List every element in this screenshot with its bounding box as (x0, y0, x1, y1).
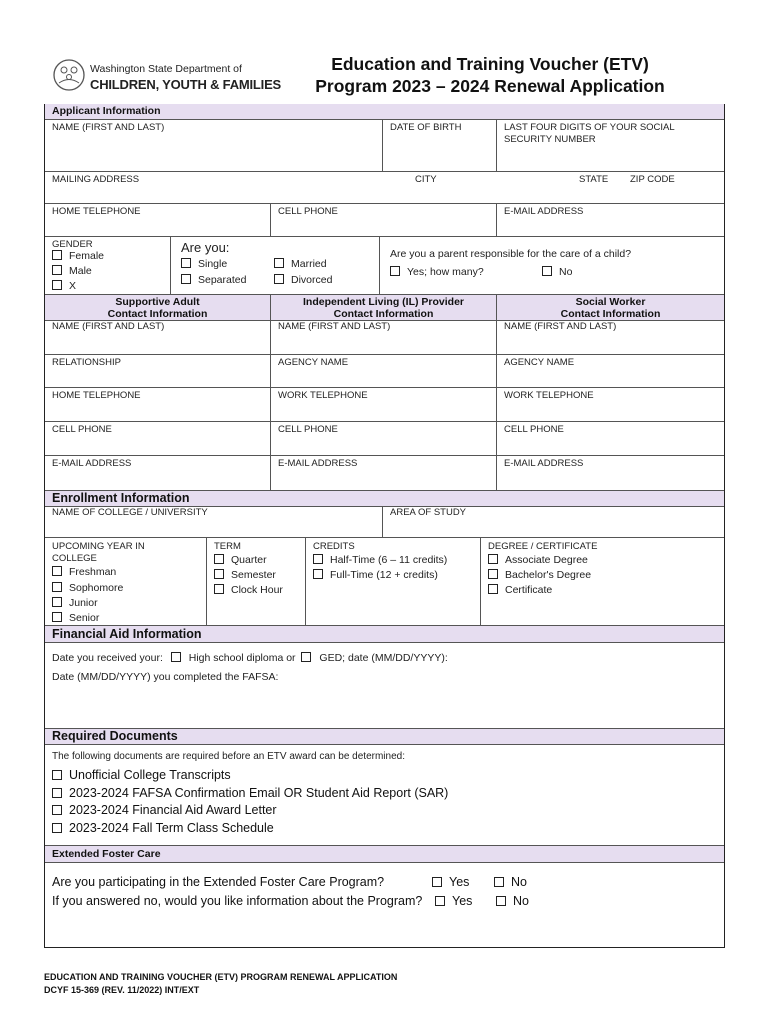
document-item-label: 2023-2024 Financial Aid Award Letter (69, 803, 277, 817)
term-option-quarter[interactable] (214, 554, 267, 566)
supportive-adult-relationship-field[interactable] (45, 355, 271, 388)
degree-option-bachelors[interactable] (488, 569, 591, 581)
checkbox-icon[interactable] (52, 612, 62, 622)
ssn-label-line-2: SECURITY NUMBER (504, 134, 596, 145)
year-option-junior[interactable] (52, 597, 98, 609)
parent-no-label: No (559, 266, 573, 278)
checkbox-icon[interactable] (52, 788, 62, 798)
mailing-address-row[interactable] (45, 172, 724, 204)
zip-code-label: ZIP CODE (630, 174, 675, 185)
social-worker-name-field[interactable] (497, 321, 724, 355)
checkbox-icon[interactable] (432, 877, 442, 887)
status-option-separated[interactable] (181, 274, 246, 286)
degree-option-label: Associate Degree (505, 554, 588, 566)
status-option-married[interactable] (274, 258, 327, 270)
checkbox-icon[interactable] (313, 569, 323, 579)
checkbox-icon[interactable] (214, 584, 224, 594)
degree-group (481, 538, 724, 625)
gender-option-label: Female (69, 250, 105, 262)
parent-question-label: Are you a parent responsible for the care of a child? (390, 248, 632, 260)
section-required-documents: Required Documents (45, 728, 724, 745)
year-option-label: Senior (69, 612, 100, 624)
gender-option-label: X (69, 280, 77, 292)
checkbox-icon[interactable] (52, 823, 62, 833)
foster-q1-no-option[interactable] (494, 875, 527, 889)
il-provider-name-field[interactable] (271, 321, 497, 355)
checkbox-icon[interactable] (301, 652, 311, 662)
credits-group (306, 538, 481, 625)
form-title-line-2: Program 2023 – 2024 Renewal Application (315, 76, 665, 96)
ssn-last-four-field[interactable] (497, 120, 724, 172)
are-you-label: Are you: (181, 240, 230, 255)
checkbox-icon[interactable] (274, 274, 284, 284)
checkbox-icon[interactable] (181, 274, 191, 284)
marital-status-group (171, 237, 380, 295)
social-worker-subtitle: Contact Information (560, 308, 661, 320)
checkbox-icon[interactable] (488, 569, 498, 579)
cell-phone-label: CELL PHONE (52, 424, 112, 435)
degree-option-associate[interactable] (488, 554, 588, 566)
agency-name-label: AGENCY NAME (504, 357, 575, 368)
relationship-label: RELATIONSHIP (52, 357, 121, 368)
term-option-clock-hour[interactable] (214, 584, 283, 596)
checkbox-icon[interactable] (390, 266, 400, 276)
degree-label: DEGREE / CERTIFICATE (488, 541, 598, 552)
supportive-adult-title: Supportive Adult (115, 296, 200, 308)
il-provider-subtitle: Contact Information (333, 308, 434, 320)
credits-option-label: Half-Time (6 – 11 credits) (330, 554, 448, 566)
checkbox-icon[interactable] (181, 258, 191, 268)
supportive-adult-name-field[interactable] (45, 321, 271, 355)
checkbox-icon[interactable] (52, 770, 62, 780)
ssn-label-line-1: LAST FOUR DIGITS OF YOUR SOCIAL (504, 122, 675, 133)
cell-phone-label: CELL PHONE (278, 206, 338, 217)
document-item-award-letter[interactable] (52, 803, 277, 817)
degree-option-label: Certificate (505, 584, 553, 596)
email-address-field[interactable] (497, 204, 724, 237)
form-title (300, 53, 680, 97)
credits-option-half-time[interactable] (313, 554, 447, 566)
social-worker-agency-field[interactable] (497, 355, 724, 388)
status-option-label: Single (198, 258, 228, 270)
checkbox-icon[interactable] (313, 554, 323, 564)
dcyf-emblem-icon (52, 58, 86, 92)
work-telephone-label: WORK TELEPHONE (504, 390, 594, 401)
gender-option-female[interactable] (52, 250, 104, 262)
work-telephone-label: WORK TELEPHONE (278, 390, 368, 401)
term-option-label: Clock Hour (231, 584, 283, 596)
checkbox-icon[interactable] (494, 877, 504, 887)
checkbox-icon[interactable] (496, 896, 506, 906)
applicant-name-label: NAME (FIRST AND LAST) (52, 122, 165, 133)
credits-option-full-time[interactable] (313, 569, 438, 581)
document-item-label: 2023-2024 FAFSA Confirmation Email OR Student Aid Report (SAR) (69, 786, 449, 800)
supportive-adult-subtitle: Contact Information (107, 308, 208, 320)
supportive-adult-email-field[interactable] (45, 456, 271, 490)
supportive-adult-home-phone-field[interactable] (45, 388, 271, 422)
parent-question-group (380, 237, 724, 295)
checkbox-icon[interactable] (214, 569, 224, 579)
parent-yes-label: Yes; how many? (407, 266, 484, 278)
home-telephone-label: HOME TELEPHONE (52, 390, 141, 401)
term-group (207, 538, 306, 625)
ssn-label (504, 122, 675, 146)
email-address-label: E-MAIL ADDRESS (504, 458, 584, 469)
footer-form-name: EDUCATION AND TRAINING VOUCHER (ETV) PROGRAM RENEWAL APPLICATION (44, 972, 398, 982)
year-option-senior[interactable] (52, 612, 99, 624)
date-received-label: Date you received your: (52, 652, 163, 664)
cell-phone-label: CELL PHONE (504, 424, 564, 435)
checkbox-icon[interactable] (52, 566, 62, 576)
checkbox-icon[interactable] (542, 266, 552, 276)
checkbox-icon[interactable] (52, 582, 62, 592)
documents-intro: The following documents are required before an ETV award can be determined: (52, 751, 405, 762)
date-of-birth-field[interactable] (383, 120, 497, 172)
footer-form-number: DCYF 15-369 (REV. 11/2022) INT/EXT (44, 985, 200, 995)
form-footer (44, 971, 397, 997)
gender-option-x[interactable] (52, 280, 76, 292)
document-item-label: 2023-2024 Fall Term Class Schedule (69, 821, 274, 835)
no-label: No (511, 875, 527, 889)
social-worker-email-field[interactable] (497, 456, 724, 490)
status-option-label: Separated (198, 274, 247, 286)
fafsa-date-label: Date (MM/DD/YYYY) you completed the FAFSA: (52, 671, 279, 683)
il-provider-cell-phone-field[interactable] (271, 422, 497, 456)
document-item-transcripts[interactable] (52, 768, 231, 782)
credits-label: CREDITS (313, 541, 355, 552)
email-address-label: E-MAIL ADDRESS (52, 458, 132, 469)
area-of-study-field[interactable] (383, 507, 724, 538)
year-option-label: Junior (69, 597, 98, 609)
status-option-label: Married (291, 258, 327, 270)
social-worker-title: Social Worker (575, 296, 646, 308)
city-label: CITY (415, 174, 437, 185)
home-telephone-label: HOME TELEPHONE (52, 206, 141, 217)
status-option-divorced[interactable] (274, 274, 332, 286)
il-provider-work-phone-field[interactable] (271, 388, 497, 422)
checkbox-icon[interactable] (488, 554, 498, 564)
degree-option-label: Bachelor's Degree (505, 569, 592, 581)
supportive-adult-header (45, 295, 271, 321)
college-year-label-line-1: UPCOMING YEAR IN (52, 541, 145, 552)
cell-phone-label: CELL PHONE (278, 424, 338, 435)
college-year-label-line-2: COLLEGE (52, 553, 97, 564)
logo-line-1: Washington State Department of (90, 63, 242, 75)
no-label: No (513, 894, 529, 908)
yes-label: Yes (452, 894, 473, 908)
area-of-study-label: AREA OF STUDY (390, 507, 467, 518)
logo-line-2: CHILDREN, YOUTH & FAMILIES (90, 77, 282, 92)
term-option-label: Quarter (231, 554, 267, 566)
year-option-sophomore[interactable] (52, 582, 123, 594)
supportive-adult-cell-phone-field[interactable] (45, 422, 271, 456)
checkbox-icon[interactable] (52, 597, 62, 607)
section-financial-aid-information: Financial Aid Information (45, 625, 724, 643)
section-applicant-information: Applicant Information (45, 104, 724, 120)
il-provider-title: Independent Living (IL) Provider (302, 296, 464, 308)
state-label: STATE (579, 174, 609, 185)
gender-option-label: Male (69, 265, 92, 277)
checkbox-icon[interactable] (52, 250, 62, 260)
checkbox-icon[interactable] (52, 265, 62, 275)
high-school-diploma-label: High school diploma or (188, 652, 296, 664)
email-address-label: E-MAIL ADDRESS (504, 206, 584, 217)
form-title-line-1: Education and Training Voucher (ETV) (331, 54, 649, 74)
checkbox-icon[interactable] (274, 258, 284, 268)
section-extended-foster-care: Extended Foster Care (45, 845, 724, 863)
dcyf-logo (50, 58, 282, 98)
term-option-label: Semester (231, 569, 276, 581)
degree-option-certificate[interactable] (488, 584, 552, 596)
college-name-label: NAME OF COLLEGE / UNIVERSITY (52, 507, 208, 518)
year-option-label: Freshman (69, 566, 117, 578)
yes-label: Yes (449, 875, 470, 889)
home-telephone-field[interactable] (45, 204, 271, 237)
college-year-label (52, 541, 145, 565)
mailing-address-label: MAILING ADDRESS (52, 174, 140, 185)
term-label: TERM (214, 541, 241, 552)
il-provider-agency-field[interactable] (271, 355, 497, 388)
gender-option-male[interactable] (52, 265, 92, 277)
status-option-label: Divorced (291, 274, 333, 286)
email-address-label: E-MAIL ADDRESS (278, 458, 358, 469)
checkbox-icon[interactable] (171, 652, 181, 662)
foster-q1-yes-option[interactable] (432, 875, 469, 889)
social-worker-work-phone-field[interactable] (497, 388, 724, 422)
contact-name-label: NAME (FIRST AND LAST) (278, 321, 391, 332)
foster-question-2: If you answered no, would you like information about the Program? (52, 894, 423, 908)
status-option-single[interactable] (181, 258, 227, 270)
section-enrollment-information: Enrollment Information (45, 490, 724, 507)
checkbox-icon[interactable] (52, 805, 62, 815)
cell-phone-field[interactable] (271, 204, 497, 237)
checkbox-icon[interactable] (435, 896, 445, 906)
parent-yes-option[interactable] (390, 266, 484, 278)
foster-q2-no-option[interactable] (496, 894, 529, 908)
foster-q2-yes-option[interactable] (435, 894, 472, 908)
term-option-semester[interactable] (214, 569, 276, 581)
ged-date-label: GED; date (MM/DD/YYYY): (319, 652, 448, 664)
college-year-group (45, 538, 207, 625)
college-name-field[interactable] (45, 507, 383, 538)
contact-name-label: NAME (FIRST AND LAST) (52, 321, 165, 332)
il-provider-header (271, 295, 497, 321)
gender-group (45, 237, 171, 295)
social-worker-cell-phone-field[interactable] (497, 422, 724, 456)
checkbox-icon[interactable] (214, 554, 224, 564)
document-item-class-schedule[interactable] (52, 821, 274, 835)
credits-option-label: Full-Time (12 + credits) (330, 569, 438, 581)
contact-name-label: NAME (FIRST AND LAST) (504, 321, 617, 332)
year-option-label: Sophomore (69, 582, 124, 594)
applicant-name-field[interactable] (45, 120, 383, 172)
checkbox-icon[interactable] (52, 280, 62, 290)
gender-label: GENDER (52, 239, 93, 250)
checkbox-icon[interactable] (488, 584, 498, 594)
foster-question-1: Are you participating in the Extended Foster Care Program? (52, 875, 385, 889)
social-worker-header (497, 295, 724, 321)
parent-no-option[interactable] (542, 266, 572, 278)
document-item-fafsa[interactable] (52, 786, 448, 800)
il-provider-email-field[interactable] (271, 456, 497, 490)
agency-name-label: AGENCY NAME (278, 357, 349, 368)
document-item-label: Unofficial College Transcripts (69, 768, 231, 782)
year-option-freshman[interactable] (52, 566, 116, 578)
application-form (44, 104, 725, 948)
diploma-date-line (52, 652, 448, 664)
date-of-birth-label: DATE OF BIRTH (390, 122, 462, 133)
